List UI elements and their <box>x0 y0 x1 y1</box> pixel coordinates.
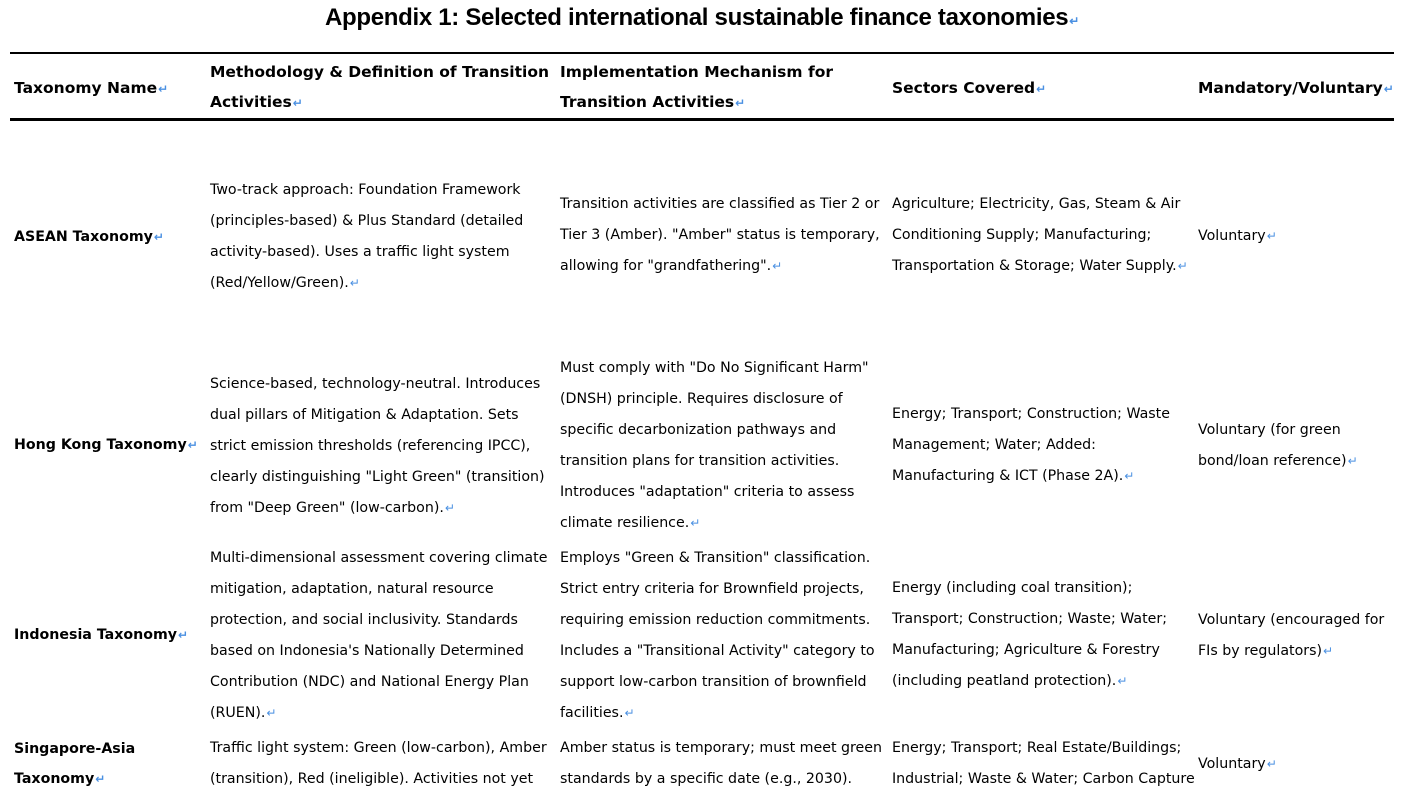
header-implementation: Implementation Mechanism for Transition Activities↵ <box>560 63 833 111</box>
paragraph-mark-icon: ↵ <box>292 96 303 110</box>
table-top-rule <box>10 52 1394 54</box>
row-singapore-name: Singapore-Asia Taxonomy↵ <box>14 741 136 787</box>
paragraph-mark-icon: ↵ <box>158 82 169 96</box>
paragraph-mark-icon: ↵ <box>1124 469 1135 483</box>
paragraph-mark-icon: ↵ <box>624 706 635 720</box>
row-hongkong-mandatory: Voluntary (for green bond/loan reference)↵ <box>1198 422 1358 469</box>
row-indonesia-name: Indonesia Taxonomy↵ <box>14 627 189 643</box>
row-asean-sectors: Agriculture; Electricity, Gas, Steam & Air Conditioning Supply; Manufacturing; Transportation & Storage; Water Supply.↵ <box>892 196 1188 274</box>
paragraph-mark-icon: ↵ <box>735 96 746 110</box>
row-indonesia-implementation: Employs "Green & Transition" classification. Strict entry criteria for Brownfield projects, requiring emission reduction commitments. Includes a "Transitional Activity" category to support low-carbon transition of brownfield facilities.↵ <box>560 550 875 721</box>
paragraph-mark-icon: ↵ <box>1266 757 1277 771</box>
paragraph-mark-icon: ↵ <box>1117 674 1128 688</box>
paragraph-mark-icon: ↵ <box>95 772 106 786</box>
paragraph-mark-icon: ↵ <box>349 276 360 290</box>
row-singapore-mandatory: Voluntary↵ <box>1198 756 1277 772</box>
row-indonesia-methodology: Multi-dimensional assessment covering climate mitigation, adaptation, natural resource protection, and social inclusivity. Standards based on Indonesia's Nationally Determined Contribution (NDC) and National Energy Plan (RUEN).↵ <box>210 550 548 721</box>
row-asean-methodology: Two-track approach: Foundation Framework (principles-based) & Plus Standard (detailed activity-based). Uses a traffic light system (Red/Yellow/Green).↵ <box>210 182 524 291</box>
row-indonesia-mandatory: Voluntary (encouraged for FIs by regulators)↵ <box>1198 612 1385 659</box>
row-singapore-sectors: Energy; Transport; Real Estate/Buildings; Industrial; Waste & Water; Carbon Capture <box>892 740 1195 787</box>
paragraph-mark-icon: ↵ <box>1266 229 1277 243</box>
row-hongkong-implementation: Must comply with "Do No Significant Harm" (DNSH) principle. Requires disclosure of specific decarbonization pathways and transition plans for transition activities. Introduces "adaptation" criteria to assess climate resilience.↵ <box>560 360 869 531</box>
row-singapore-methodology: Traffic light system: Green (low-carbon), Amber (transition), Red (ineligible). Activities not yet <box>210 740 547 787</box>
row-hongkong-name: Hong Kong Taxonomy↵ <box>14 437 198 453</box>
row-hongkong-sectors: Energy; Transport; Construction; Waste Management; Water; Added: Manufacturing & ICT (Phase 2A).↵ <box>892 406 1170 484</box>
paragraph-mark-icon: ↵ <box>266 706 277 720</box>
header-methodology: Methodology & Definition of Transition Activities↵ <box>210 63 550 111</box>
paragraph-mark-icon: ↵ <box>1347 454 1358 468</box>
paragraph-mark-icon: ↵ <box>1323 644 1334 658</box>
row-singapore-implementation: Amber status is temporary; must meet green standards by a specific date (e.g., 2030). <box>560 740 882 787</box>
row-indonesia-sectors: Energy (including coal transition); Transport; Construction; Waste; Water; Manufacturing; Agriculture & Forestry (including peatland protection).↵ <box>892 580 1167 689</box>
row-asean-mandatory: Voluntary↵ <box>1198 228 1277 244</box>
paragraph-mark-icon: ↵ <box>153 230 164 244</box>
page-title: Appendix 1: Selected international sustainable finance taxonomies↵ <box>324 4 1080 31</box>
paragraph-mark-icon: ↵ <box>1036 82 1047 96</box>
paragraph-mark-icon: ↵ <box>444 501 455 515</box>
paragraph-mark-icon: ↵ <box>187 438 198 452</box>
row-asean-name: ASEAN Taxonomy↵ <box>14 229 164 245</box>
paragraph-mark-icon: ↵ <box>690 516 701 530</box>
row-asean-implementation: Transition activities are classified as Tier 2 or Tier 3 (Amber). "Amber" status is temporary, allowing for "grandfathering".↵ <box>560 196 880 274</box>
paragraph-mark-icon: ↵ <box>772 259 783 273</box>
table-header-rule <box>10 118 1394 121</box>
row-hongkong-methodology: Science-based, technology-neutral. Introduces dual pillars of Mitigation & Adaptation. Sets strict emission thresholds (referencing IPCC), clearly distinguishing "Light Green" (transition) from "Deep Green" (low-carbon).↵ <box>210 376 545 516</box>
paragraph-mark-icon: ↵ <box>178 628 189 642</box>
header-mandatory: Mandatory/Voluntary↵ <box>1198 79 1394 97</box>
paragraph-mark-icon: ↵ <box>1069 14 1080 28</box>
header-sectors: Sectors Covered↵ <box>892 79 1047 97</box>
header-taxonomy-name: Taxonomy Name↵ <box>14 79 169 97</box>
paragraph-mark-icon: ↵ <box>1177 259 1188 273</box>
paragraph-mark-icon: ↵ <box>1383 82 1394 96</box>
